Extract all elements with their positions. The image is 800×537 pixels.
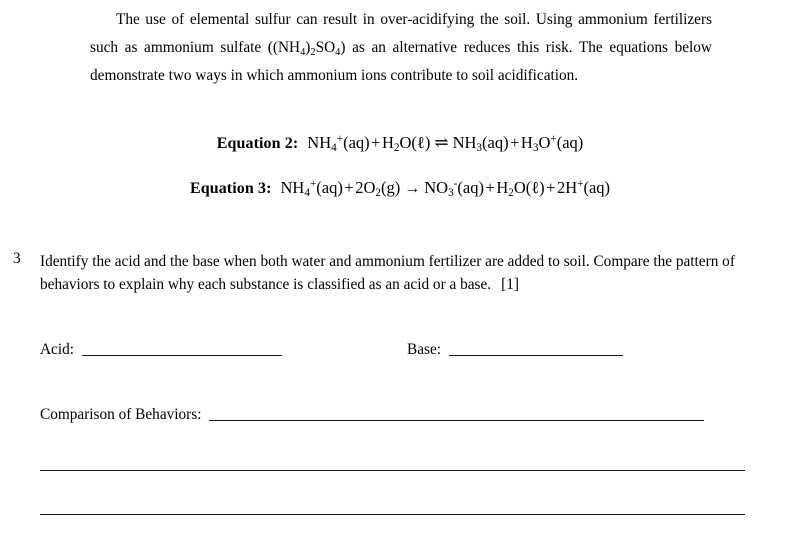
comparison-field-label: Comparison of Behaviors: (40, 406, 202, 423)
eq3-product2-subscript: 2 (508, 187, 514, 200)
eq3-reactant1-symbol: NH (280, 178, 305, 197)
eq3-product1-subscript: 3 (448, 187, 454, 200)
eq3-plus-1: + (344, 178, 354, 197)
eq2-product1-state: (aq) (482, 133, 509, 152)
sulfate-subscript-4b: 4 (335, 46, 341, 58)
acid-field-label: Acid: (40, 341, 74, 358)
eq3-product3-symbol: H (565, 178, 578, 197)
eq3-product1-symbol: NO (424, 178, 449, 197)
eq3-plus-3: + (546, 178, 556, 197)
eq2-product1-subscript: 3 (476, 142, 483, 155)
eq3-reactant2-state: (g) (380, 178, 401, 197)
acid-field[interactable] (40, 341, 282, 359)
base-field-label: Base: (407, 341, 441, 358)
eq3-reactant2-subscript: 2 (375, 187, 381, 200)
eq2-reactant1-charge: + (336, 133, 344, 146)
eq2-product2-state: (aq) (556, 133, 584, 152)
intro-text-segment-2: ) (305, 38, 311, 56)
question-marks: [1] (501, 276, 519, 294)
equation-2-body (307, 133, 584, 155)
intro-text-segment-1: The use of elemental sulfur can result in over-acidifying the soil. Using ammonium fertilizers such as ammonium sulfate ((NH (90, 11, 712, 56)
eq2-product2-charge: + (550, 133, 557, 146)
question-text-wrapper (40, 250, 740, 297)
eq3-product3-coefficient: 2 (556, 178, 566, 197)
acid-answer-blank[interactable] (82, 355, 282, 356)
comparison-field[interactable] (40, 406, 704, 424)
intro-paragraph (90, 6, 712, 89)
eq3-product2-symbol: H (496, 178, 509, 197)
reaction-arrow-icon: → (404, 180, 421, 197)
intro-text-segment-3: SO (315, 38, 336, 56)
question-number: 3 (13, 250, 21, 267)
eq3-reactant1-charge: + (309, 178, 317, 191)
eq3-plus-2: + (485, 178, 495, 197)
equilibrium-arrow-icon: ⇌ (434, 133, 449, 152)
eq2-reactant2-symbol2: O (399, 133, 412, 152)
answer-blank-line-2[interactable] (40, 514, 745, 515)
equation-2 (0, 133, 800, 153)
eq3-product1-charge: - (453, 178, 458, 191)
answer-blank-line-1[interactable] (40, 470, 745, 471)
eq2-plus-2: + (510, 133, 520, 152)
equation-2-label: Equation 2: (216, 135, 299, 152)
eq2-reactant1-symbol: NH (307, 133, 332, 152)
equation-3-label: Equation 3: (189, 180, 272, 197)
base-answer-blank[interactable] (449, 355, 623, 356)
eq3-product1-state: (aq) (457, 178, 484, 197)
equation-3-body (280, 178, 611, 200)
eq2-reactant2-symbol: H (381, 133, 394, 152)
eq3-product3-charge: + (577, 178, 584, 191)
eq2-reactant2-subscript: 2 (393, 142, 400, 155)
eq3-product2-state: (ℓ) (525, 178, 545, 197)
eq3-reactant1-subscript: 4 (304, 187, 310, 200)
eq2-product1-symbol: NH (452, 133, 477, 152)
intro-text-segment-4: ) as an alternative reduces this risk. The equations below demonstrate two ways in which ammonium ions contribute to soil acidification. (90, 38, 712, 84)
eq3-reactant2-coefficient: 2 (355, 178, 364, 197)
comparison-answer-blank[interactable] (209, 420, 704, 421)
eq2-reactant1-state: (aq) (343, 133, 370, 152)
sulfate-subscript-4a: 4 (300, 46, 306, 58)
eq2-reactant1-subscript: 4 (331, 142, 337, 155)
eq2-reactant2-state: (ℓ) (411, 133, 431, 152)
eq3-reactant1-state: (aq) (316, 178, 343, 197)
eq3-product2-symbol2: O (513, 178, 526, 197)
equation-3 (0, 178, 800, 198)
question-text: Identify the acid and the base when both water and ammonium fertilizer are added to soil. Compare the pattern of behaviors to explain why each substance is classified as an acid or a base. (40, 253, 735, 294)
eq3-reactant2-symbol: O (363, 178, 376, 197)
eq2-product2-subscript: 3 (532, 142, 539, 155)
eq2-plus-1: + (371, 133, 381, 152)
eq2-product2-symbol: H (520, 133, 533, 152)
sulfate-subscript-2: 2 (310, 46, 316, 58)
base-field[interactable] (407, 341, 623, 359)
eq2-product2-symbol2: O (538, 133, 551, 152)
eq3-product3-state: (aq) (583, 178, 611, 197)
